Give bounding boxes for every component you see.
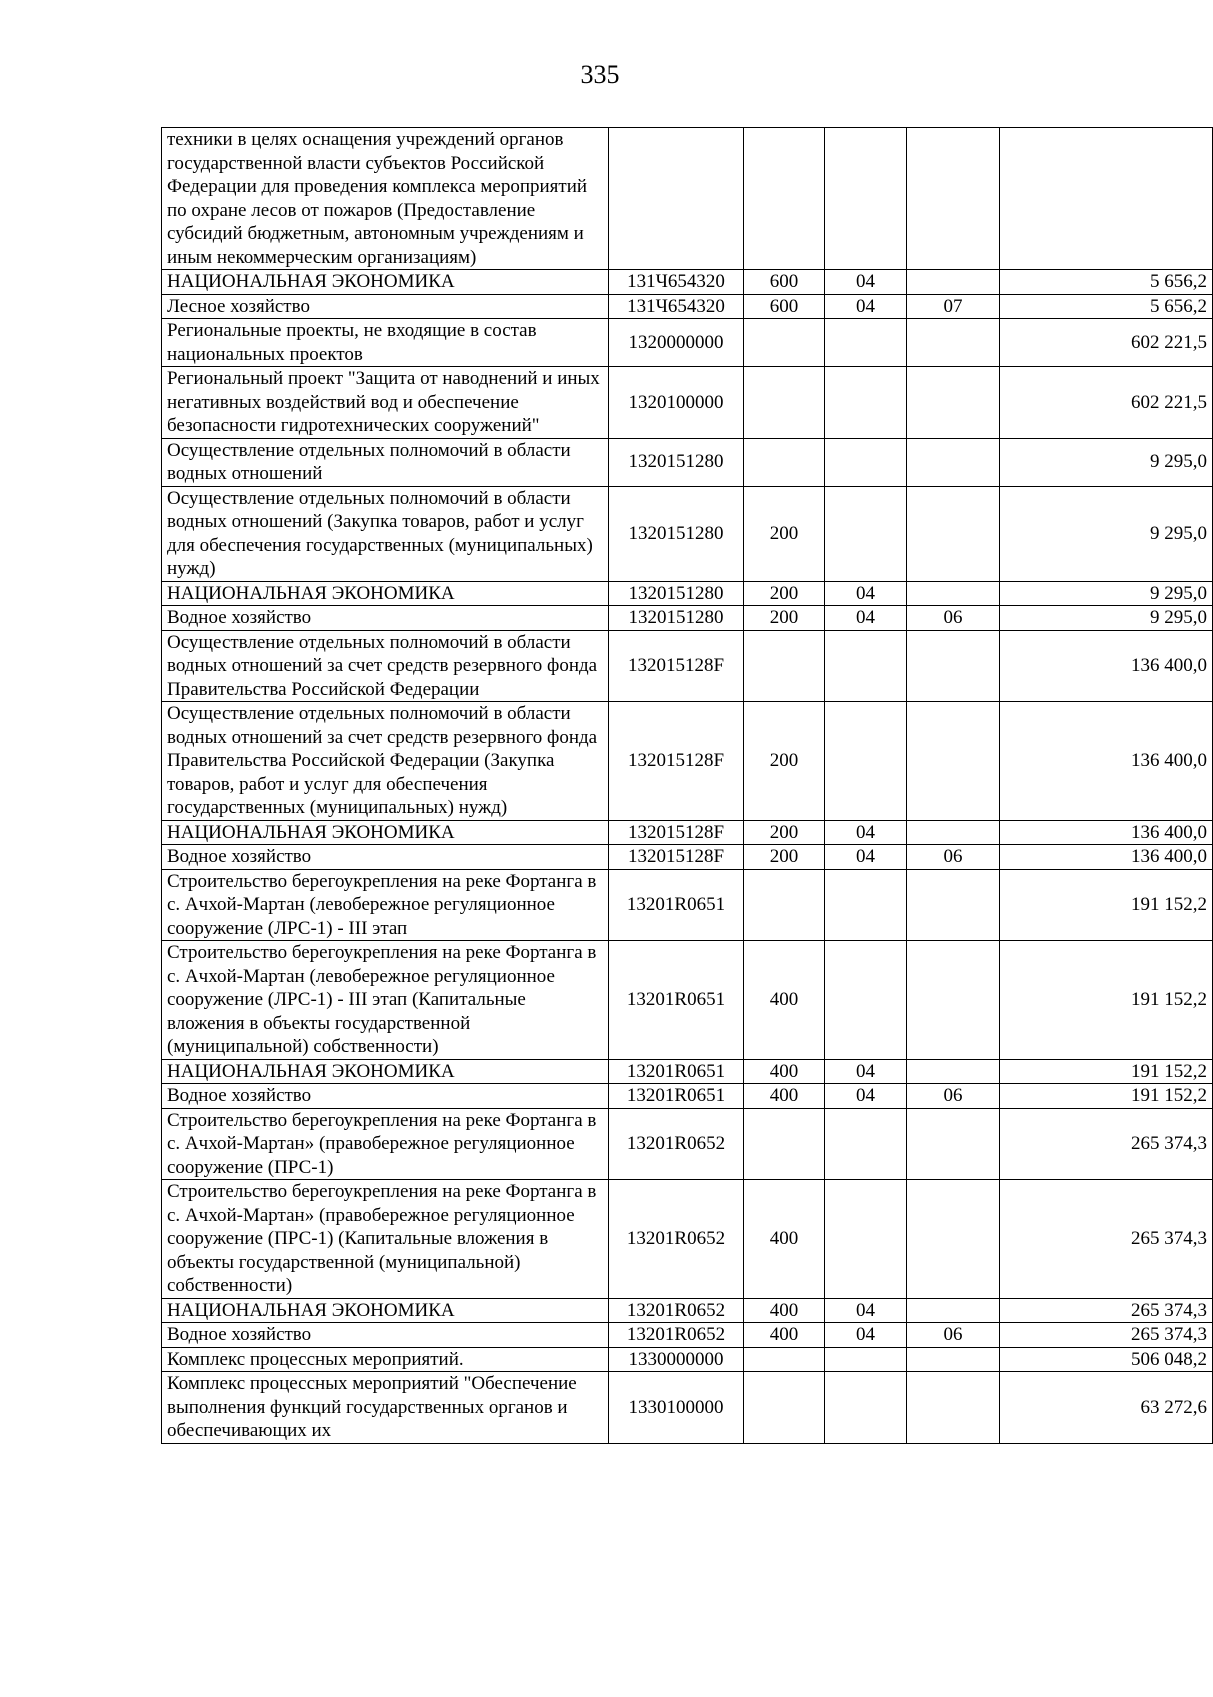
subsection-cell: 06 bbox=[907, 845, 1000, 870]
section-cell bbox=[825, 869, 907, 941]
amount-cell: 136 400,0 bbox=[1000, 630, 1213, 702]
row-name-cell: НАЦИОНАЛЬНАЯ ЭКОНОМИКА bbox=[162, 820, 609, 845]
target-code-cell: 132015128F bbox=[609, 702, 744, 821]
amount-cell bbox=[1000, 128, 1213, 270]
table-row bbox=[162, 270, 1213, 295]
page-number: 335 bbox=[580, 60, 620, 89]
expense-type-cell: 400 bbox=[744, 941, 825, 1060]
section-cell bbox=[825, 319, 907, 367]
subsection-cell bbox=[907, 1372, 1000, 1444]
target-code-cell: 1320100000 bbox=[609, 367, 744, 439]
target-code-cell: 131Ч654320 bbox=[609, 294, 744, 319]
row-name-cell: Осуществление отдельных полномочий в области водных отношений за счет средств резервного фонда Правительства Российской Федерации bbox=[162, 630, 609, 702]
expense-type-cell: 200 bbox=[744, 486, 825, 581]
table-row bbox=[162, 1059, 1213, 1084]
subsection-cell bbox=[907, 1298, 1000, 1323]
table-row bbox=[162, 438, 1213, 486]
row-name-cell: Комплекс процессных мероприятий. bbox=[162, 1347, 609, 1372]
subsection-cell bbox=[907, 486, 1000, 581]
expense-type-cell: 600 bbox=[744, 294, 825, 319]
amount-cell: 265 374,3 bbox=[1000, 1298, 1213, 1323]
amount-cell: 265 374,3 bbox=[1000, 1323, 1213, 1348]
section-cell bbox=[825, 630, 907, 702]
expense-type-cell: 200 bbox=[744, 820, 825, 845]
amount-cell: 136 400,0 bbox=[1000, 702, 1213, 821]
table-row bbox=[162, 941, 1213, 1060]
subsection-cell bbox=[907, 820, 1000, 845]
amount-cell: 9 295,0 bbox=[1000, 438, 1213, 486]
budget-table bbox=[161, 127, 1213, 1444]
table-row bbox=[162, 294, 1213, 319]
row-name-cell: Осуществление отдельных полномочий в области водных отношений bbox=[162, 438, 609, 486]
target-code-cell: 132015128F bbox=[609, 845, 744, 870]
row-name-cell: НАЦИОНАЛЬНАЯ ЭКОНОМИКА bbox=[162, 1298, 609, 1323]
target-code-cell: 1320151280 bbox=[609, 606, 744, 631]
target-code-cell: 1330100000 bbox=[609, 1372, 744, 1444]
amount-cell: 191 152,2 bbox=[1000, 869, 1213, 941]
row-name-cell: Водное хозяйство bbox=[162, 1323, 609, 1348]
amount-cell: 9 295,0 bbox=[1000, 486, 1213, 581]
section-cell: 04 bbox=[825, 1323, 907, 1348]
target-code-cell: 13201R0652 bbox=[609, 1180, 744, 1299]
subsection-cell: 06 bbox=[907, 1084, 1000, 1109]
target-code-cell bbox=[609, 128, 744, 270]
expense-type-cell: 400 bbox=[744, 1180, 825, 1299]
section-cell bbox=[825, 941, 907, 1060]
table-body bbox=[162, 128, 1213, 1444]
subsection-cell bbox=[907, 702, 1000, 821]
amount-cell: 265 374,3 bbox=[1000, 1108, 1213, 1180]
expense-type-cell bbox=[744, 319, 825, 367]
row-name-cell: НАЦИОНАЛЬНАЯ ЭКОНОМИКА bbox=[162, 581, 609, 606]
section-cell: 04 bbox=[825, 1059, 907, 1084]
target-code-cell: 13201R0651 bbox=[609, 869, 744, 941]
subsection-cell bbox=[907, 270, 1000, 295]
amount-cell: 602 221,5 bbox=[1000, 319, 1213, 367]
table-row bbox=[162, 869, 1213, 941]
row-name-cell: Строительство берегоукрепления на реке Фортанга в с. Ачхой-Мартан» (правобережное регуляционное сооружение (ПРС-1) bbox=[162, 1108, 609, 1180]
section-cell bbox=[825, 1372, 907, 1444]
expense-type-cell: 200 bbox=[744, 702, 825, 821]
expense-type-cell bbox=[744, 438, 825, 486]
subsection-cell bbox=[907, 581, 1000, 606]
table-row bbox=[162, 486, 1213, 581]
target-code-cell: 132015128F bbox=[609, 630, 744, 702]
row-name-cell: Лесное хозяйство bbox=[162, 294, 609, 319]
target-code-cell: 13201R0651 bbox=[609, 1084, 744, 1109]
section-cell: 04 bbox=[825, 581, 907, 606]
amount-cell: 9 295,0 bbox=[1000, 606, 1213, 631]
row-name-cell: техники в целях оснащения учреждений органов государственной власти субъектов Российской Федерации для проведения комплекса мероприятий по охране лесов от пожаров (Предоставление субсидий бюджетным, автономным учреждениям и иным некоммерческим организациям) bbox=[162, 128, 609, 270]
subsection-cell: 06 bbox=[907, 1323, 1000, 1348]
table-row bbox=[162, 702, 1213, 821]
target-code-cell: 1330000000 bbox=[609, 1347, 744, 1372]
table-row bbox=[162, 581, 1213, 606]
expense-type-cell: 400 bbox=[744, 1059, 825, 1084]
target-code-cell: 1320151280 bbox=[609, 581, 744, 606]
row-name-cell: Комплекс процессных мероприятий "Обеспечение выполнения функций государственных органов и обеспечивающих их bbox=[162, 1372, 609, 1444]
table-row bbox=[162, 1108, 1213, 1180]
table-row bbox=[162, 845, 1213, 870]
section-cell: 04 bbox=[825, 1298, 907, 1323]
subsection-cell bbox=[907, 128, 1000, 270]
amount-cell: 191 152,2 bbox=[1000, 1084, 1213, 1109]
section-cell: 04 bbox=[825, 845, 907, 870]
table-row bbox=[162, 1323, 1213, 1348]
target-code-cell: 13201R0652 bbox=[609, 1298, 744, 1323]
section-cell bbox=[825, 1180, 907, 1299]
amount-cell: 136 400,0 bbox=[1000, 845, 1213, 870]
row-name-cell: Водное хозяйство bbox=[162, 845, 609, 870]
row-name-cell: Региональный проект "Защита от наводнений и иных негативных воздействий вод и обеспечение безопасности гидротехнических сооружений" bbox=[162, 367, 609, 439]
expense-type-cell bbox=[744, 128, 825, 270]
expense-type-cell: 200 bbox=[744, 606, 825, 631]
row-name-cell: НАЦИОНАЛЬНАЯ ЭКОНОМИКА bbox=[162, 1059, 609, 1084]
section-cell bbox=[825, 128, 907, 270]
amount-cell: 191 152,2 bbox=[1000, 941, 1213, 1060]
section-cell: 04 bbox=[825, 606, 907, 631]
table-row bbox=[162, 1180, 1213, 1299]
target-code-cell: 13201R0651 bbox=[609, 941, 744, 1060]
subsection-cell: 06 bbox=[907, 606, 1000, 631]
table-row bbox=[162, 319, 1213, 367]
section-cell bbox=[825, 367, 907, 439]
target-code-cell: 13201R0652 bbox=[609, 1323, 744, 1348]
amount-cell: 506 048,2 bbox=[1000, 1347, 1213, 1372]
subsection-cell bbox=[907, 367, 1000, 439]
expense-type-cell bbox=[744, 1347, 825, 1372]
table-row bbox=[162, 1372, 1213, 1444]
amount-cell: 63 272,6 bbox=[1000, 1372, 1213, 1444]
table-row bbox=[162, 128, 1213, 270]
row-name-cell: Строительство берегоукрепления на реке Фортанга в с. Ачхой-Мартан (левобережное регуляционное сооружение (ЛРС-1) - III этап (Капитальные вложения в объекты государственной (муниципальной) собственности) bbox=[162, 941, 609, 1060]
subsection-cell bbox=[907, 869, 1000, 941]
table-row bbox=[162, 367, 1213, 439]
table-row bbox=[162, 606, 1213, 631]
subsection-cell: 07 bbox=[907, 294, 1000, 319]
expense-type-cell: 200 bbox=[744, 581, 825, 606]
target-code-cell: 13201R0651 bbox=[609, 1059, 744, 1084]
table-row bbox=[162, 1347, 1213, 1372]
expense-type-cell: 400 bbox=[744, 1084, 825, 1109]
section-cell bbox=[825, 486, 907, 581]
amount-cell: 136 400,0 bbox=[1000, 820, 1213, 845]
expense-type-cell bbox=[744, 1372, 825, 1444]
expense-type-cell bbox=[744, 367, 825, 439]
row-name-cell: Строительство берегоукрепления на реке Фортанга в с. Ачхой-Мартан» (правобережное регуляционное сооружение (ПРС-1) (Капитальные вложения в объекты государственной (муниципальной) собственности) bbox=[162, 1180, 609, 1299]
row-name-cell: Осуществление отдельных полномочий в области водных отношений за счет средств резервного фонда Правительства Российской Федерации (Закупка товаров, работ и услуг для обеспечения государственных (муниципальных) нужд) bbox=[162, 702, 609, 821]
amount-cell: 5 656,2 bbox=[1000, 294, 1213, 319]
subsection-cell bbox=[907, 1180, 1000, 1299]
amount-cell: 602 221,5 bbox=[1000, 367, 1213, 439]
subsection-cell bbox=[907, 1347, 1000, 1372]
subsection-cell bbox=[907, 1059, 1000, 1084]
subsection-cell bbox=[907, 630, 1000, 702]
expense-type-cell bbox=[744, 630, 825, 702]
table-row bbox=[162, 1298, 1213, 1323]
row-name-cell: Региональные проекты, не входящие в состав национальных проектов bbox=[162, 319, 609, 367]
table-row bbox=[162, 630, 1213, 702]
expense-type-cell bbox=[744, 869, 825, 941]
expense-type-cell bbox=[744, 1108, 825, 1180]
section-cell bbox=[825, 1347, 907, 1372]
row-name-cell: Водное хозяйство bbox=[162, 1084, 609, 1109]
section-cell: 04 bbox=[825, 820, 907, 845]
expense-type-cell: 400 bbox=[744, 1298, 825, 1323]
section-cell: 04 bbox=[825, 294, 907, 319]
table-row bbox=[162, 820, 1213, 845]
section-cell bbox=[825, 438, 907, 486]
expense-type-cell: 200 bbox=[744, 845, 825, 870]
amount-cell: 265 374,3 bbox=[1000, 1180, 1213, 1299]
subsection-cell bbox=[907, 319, 1000, 367]
row-name-cell: Строительство берегоукрепления на реке Фортанга в с. Ачхой-Мартан (левобережное регуляционное сооружение (ЛРС-1) - III этап bbox=[162, 869, 609, 941]
target-code-cell: 1320000000 bbox=[609, 319, 744, 367]
amount-cell: 9 295,0 bbox=[1000, 581, 1213, 606]
target-code-cell: 13201R0652 bbox=[609, 1108, 744, 1180]
expense-type-cell: 600 bbox=[744, 270, 825, 295]
target-code-cell: 132015128F bbox=[609, 820, 744, 845]
subsection-cell bbox=[907, 438, 1000, 486]
section-cell bbox=[825, 702, 907, 821]
section-cell: 04 bbox=[825, 270, 907, 295]
subsection-cell bbox=[907, 941, 1000, 1060]
amount-cell: 191 152,2 bbox=[1000, 1059, 1213, 1084]
section-cell bbox=[825, 1108, 907, 1180]
subsection-cell bbox=[907, 1108, 1000, 1180]
target-code-cell: 1320151280 bbox=[609, 486, 744, 581]
table-row bbox=[162, 1084, 1213, 1109]
row-name-cell: НАЦИОНАЛЬНАЯ ЭКОНОМИКА bbox=[162, 270, 609, 295]
target-code-cell: 1320151280 bbox=[609, 438, 744, 486]
amount-cell: 5 656,2 bbox=[1000, 270, 1213, 295]
row-name-cell: Водное хозяйство bbox=[162, 606, 609, 631]
expense-type-cell: 400 bbox=[744, 1323, 825, 1348]
section-cell: 04 bbox=[825, 1084, 907, 1109]
row-name-cell: Осуществление отдельных полномочий в области водных отношений (Закупка товаров, работ и услуг для обеспечения государственных (муниципальных) нужд) bbox=[162, 486, 609, 581]
target-code-cell: 131Ч654320 bbox=[609, 270, 744, 295]
